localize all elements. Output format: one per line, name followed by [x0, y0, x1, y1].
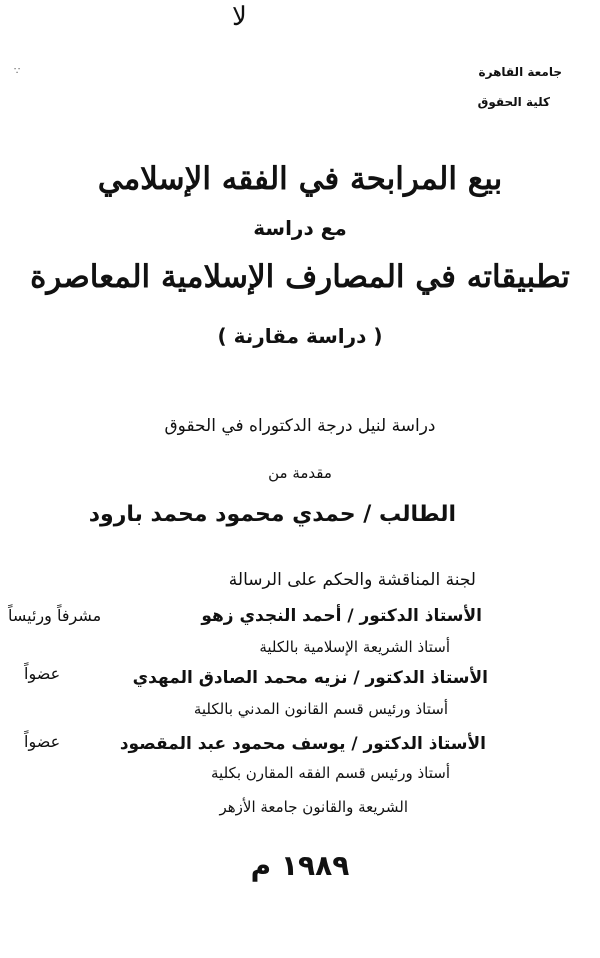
member-3-name: الأستاذ الدكتور / يوسف محمود عبد المقصود	[119, 734, 486, 754]
member-1-role: مشرفاً ورئيساً	[8, 606, 102, 625]
presented-by: مقدمة من	[268, 464, 332, 482]
university-name: جامعة القاهرة	[478, 65, 562, 79]
degree-purpose: دراسة لنيل درجة الدكتوراه في الحقوق	[164, 416, 436, 436]
title-line-3: تطبيقاته في المصارف الإسلامية المعاصرة	[30, 259, 570, 295]
title-line-2: مع دراسة	[253, 216, 347, 240]
committee-heading: لجنة المناقشة والحكم على الرسالة	[228, 570, 476, 590]
member-1-title: أستاذ الشريعة الإسلامية بالكلية	[259, 638, 450, 656]
faculty-name: كلية الحقوق	[477, 95, 550, 109]
member-2-name: الأستاذ الدكتور / نزيه محمد الصادق المهدي	[132, 668, 488, 688]
member-2-title: أستاذ ورئيس قسم القانون المدني بالكلية	[193, 700, 448, 718]
title-line-4: ( دراسة مقارنة )	[217, 324, 383, 348]
scan-speck: ∵	[14, 66, 21, 77]
member-1-name: الأستاذ الدكتور / أحمد النجدي زهو	[201, 606, 482, 626]
title-line-1: بيع المرابحة في الفقه الإسلامي	[97, 161, 503, 197]
top-handwritten-mark: لا	[232, 2, 247, 32]
member-2-role: عضواً	[24, 664, 61, 683]
member-3-title-1: أستاذ ورئيس قسم الفقه المقارن بكلية	[211, 764, 450, 782]
student-name: الطالب / حمدي محمود محمد بارود	[88, 502, 456, 527]
member-3-title-2: الشريعة والقانون جامعة الأزهر	[219, 798, 408, 816]
year: ١٩٨٩ م	[250, 849, 350, 882]
member-3-role: عضواً	[24, 732, 61, 751]
